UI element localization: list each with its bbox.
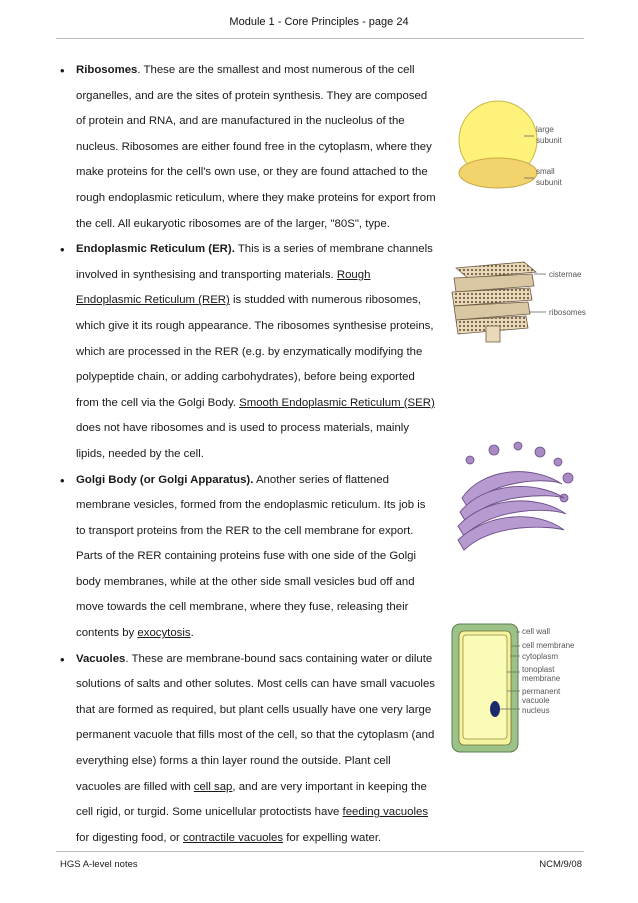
nucleus — [490, 701, 500, 717]
header-divider — [56, 38, 584, 39]
golgi-diagram — [452, 438, 582, 558]
plant-cell-diagram — [450, 620, 590, 760]
bullet-icon: • — [60, 472, 65, 488]
ser-link[interactable]: Smooth Endoplasmic Reticulum (SER) — [239, 396, 435, 409]
cell-sap-link[interactable]: cell sap — [193, 780, 233, 793]
golgi-text-1: Another series of flattened membrane vesicles, formed from the endoplasmic reticulum. Its job is to transport proteins from the RER to the cell membrane for export. Parts of the RER containing proteins fuse with one side of the Golgi body membranes, while at the other side small vesicles bud off and move towards the cell membrane, where they fuse, releasing their contents by — [76, 473, 426, 640]
ribosomes-label: ribosomes — [549, 308, 586, 317]
bullet-icon: • — [60, 63, 65, 78]
golgi-cisternae — [458, 472, 566, 550]
ribosome-diagram — [448, 100, 598, 195]
vacuole — [463, 635, 507, 739]
membrane-label: membrane — [522, 674, 561, 683]
golgi-term: Golgi Body (or Golgi Apparatus). — [76, 473, 254, 486]
ribosomes-term: Ribosomes — [76, 64, 138, 76]
bullet-icon: • — [60, 242, 65, 258]
exocytosis-link[interactable]: exocytosis — [137, 627, 191, 640]
nucleus-label: nucleus — [522, 706, 550, 715]
large-label: large — [536, 125, 554, 134]
er-text-3: does not have ribosomes and is used to process materials, mainly lipids, needed by the cell. — [76, 422, 410, 460]
er-item — [60, 237, 438, 467]
contractile-vacuoles-link[interactable]: contractile vacuoles — [183, 831, 284, 844]
ribosome-small-subunit — [459, 158, 537, 188]
ribosomes-item — [60, 58, 438, 237]
vacuoles-text-1: . These are membrane-bound sacs containing water or dilute solutions of salts and other solutes. Most cells can have small vacuoles that are formed as required, but plant cells usually have one very large permanent vacuole that fills most of the cell, so that the cytoplasm (and everything else) forms a thin layer round the outside. Plant cell vacuoles are filled with — [76, 652, 435, 793]
rer-link[interactable]: Rough Endoplasmic Reticulum (RER) — [76, 268, 371, 307]
golgi-text-2: . — [190, 627, 194, 640]
cytoplasm-label: cytoplasm — [522, 652, 559, 661]
feeding-vacuoles-link[interactable]: feeding vacuoles — [342, 806, 429, 819]
vacuole-label: vacuole — [522, 696, 550, 705]
page-header: Module 1 - Core Principles - page 24 — [229, 16, 409, 28]
vacuoles-text-4: for expelling water. — [283, 831, 382, 844]
permanent-label: permanent — [522, 687, 561, 696]
rough-er-diagram — [446, 256, 586, 346]
tonoplast-label: tonoplast — [522, 665, 555, 674]
golgi-item — [60, 468, 438, 647]
subunit-label: subunit — [536, 178, 562, 187]
footer-code: NCM/9/08 — [539, 859, 582, 870]
er-cisternae — [452, 262, 536, 342]
er-term: Endoplasmic Reticulum (ER). — [76, 243, 235, 256]
vacuoles-text-2: , and are very important in keeping the cell rigid, or turgid. Some unicellular protoctists have — [76, 780, 427, 819]
subunit-label: subunit — [536, 136, 562, 145]
er-text-2: is studded with numerous ribosomes, which give it its rough appearance. The ribosomes synthesise proteins, which are processed in the RER (e.g. by enzymatically modifying the polypeptide chain, or adding carbohydrates), before being exported from the cell via the Golgi Body. — [76, 294, 434, 409]
small-label: small — [536, 167, 555, 176]
ribosomes-text: . These are the smallest and most numerous of the cell organelles, and are the sites of protein synthesis. They are composed of protein and RNA, and are manufactured in the nucleolus of the nucleus. Ribosomes are either found free in the cytoplasm, where they make proteins for the cell's own use, or they are found attached to the rough endoplasmic reticulum, where they make proteins for export from the cell. All eukaryotic ribosomes are of the larger, "80S", type. — [76, 64, 436, 230]
cell-membrane-label: cell membrane — [522, 641, 575, 650]
er-text-1: This is a series of membrane channels involved in synthesising and transporting materials. — [76, 243, 433, 281]
bullet-icon: • — [60, 651, 65, 667]
cell-wall-label: cell wall — [522, 627, 551, 636]
main-content — [60, 58, 438, 851]
vacuoles-item — [60, 647, 438, 852]
footer-source: HGS A-level notes — [60, 859, 138, 870]
footer-divider — [56, 851, 584, 852]
cisternae-label: cisternae — [549, 270, 582, 279]
vacuoles-text-3: for digesting food, or — [76, 831, 184, 844]
vacuoles-term: Vacuoles — [76, 652, 126, 665]
